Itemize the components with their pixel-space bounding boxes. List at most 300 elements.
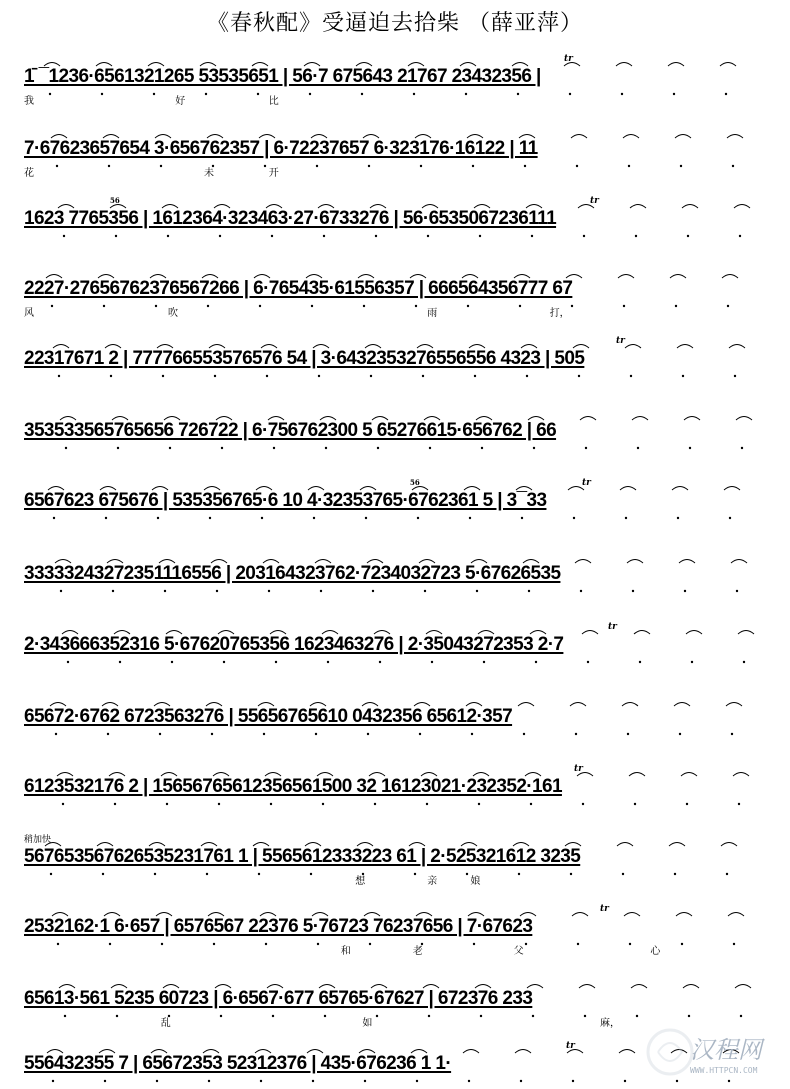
slur-arc <box>571 135 587 139</box>
low-octave-dot <box>55 733 57 735</box>
low-octave-dot <box>52 1080 54 1082</box>
low-octave-dot <box>311 305 313 307</box>
low-octave-dot <box>583 235 585 237</box>
low-octave-dot <box>323 235 325 237</box>
low-octave-dot <box>426 803 428 805</box>
slur-arc <box>575 560 591 564</box>
low-octave-dot <box>374 803 376 805</box>
low-octave-dot <box>265 943 267 945</box>
low-octave-dot <box>67 661 69 663</box>
lyric-char: 老 <box>412 946 423 957</box>
lyric-char: 和 <box>340 946 351 957</box>
low-octave-dot <box>417 517 419 519</box>
slur-arc <box>683 985 699 989</box>
low-octave-dot <box>526 375 528 377</box>
slur-arc <box>580 417 596 421</box>
low-octave-dot <box>472 165 474 167</box>
low-octave-dot <box>155 305 157 307</box>
low-octave-dot <box>629 943 631 945</box>
low-octave-dot <box>315 733 317 735</box>
low-octave-dot <box>159 733 161 735</box>
slur-arc <box>572 913 588 917</box>
low-octave-dot <box>219 235 221 237</box>
low-octave-dot <box>519 305 521 307</box>
low-octave-dot <box>569 93 571 95</box>
score-row <box>24 764 768 808</box>
low-octave-dot <box>112 590 114 592</box>
slur-arc <box>570 703 586 707</box>
low-octave-dot <box>316 165 318 167</box>
low-octave-dot <box>531 235 533 237</box>
slur-arc <box>618 275 634 279</box>
low-octave-dot <box>471 733 473 735</box>
trill-mark: tr <box>564 54 573 64</box>
low-octave-dot <box>264 165 266 167</box>
low-octave-dot <box>325 447 327 449</box>
low-octave-dot <box>621 93 623 95</box>
lyric-char: 麻， <box>600 1018 620 1029</box>
low-octave-dot <box>573 517 575 519</box>
low-octave-dot <box>63 235 65 237</box>
low-octave-dot <box>62 803 64 805</box>
slur-arc <box>620 487 636 491</box>
low-octave-dot <box>206 873 208 875</box>
low-octave-dot <box>582 803 584 805</box>
lyric-char: 打， <box>549 308 570 319</box>
low-octave-dot <box>636 1015 638 1017</box>
low-octave-dot <box>533 447 535 449</box>
low-octave-dot <box>119 661 121 663</box>
lyric-char: 如 <box>362 1018 373 1029</box>
low-octave-dot <box>309 93 311 95</box>
slur-arc <box>622 703 638 707</box>
score-row <box>24 980 768 1029</box>
low-octave-dot <box>258 873 260 875</box>
low-octave-dot <box>270 803 272 805</box>
trill-mark: tr <box>616 336 625 346</box>
low-octave-dot <box>58 375 60 377</box>
low-octave-dot <box>637 447 639 449</box>
low-octave-dot <box>428 1015 430 1017</box>
notation-line: 556432355 7 | 65672353 52312376 | 435·676236 1 1· <box>24 1053 452 1074</box>
score-row <box>24 698 768 738</box>
low-octave-dot <box>220 1015 222 1017</box>
watermark-text: 汉程网 <box>690 1036 762 1064</box>
score-row <box>24 904 768 957</box>
low-octave-dot <box>481 447 483 449</box>
slur-arc <box>727 135 743 139</box>
low-octave-dot <box>673 93 675 95</box>
slur-arc <box>518 703 534 707</box>
low-octave-dot <box>370 375 372 377</box>
slur-arc <box>624 913 640 917</box>
low-octave-dot <box>689 447 691 449</box>
low-octave-dot <box>414 873 416 875</box>
low-octave-dot <box>322 803 324 805</box>
low-octave-dot <box>525 943 527 945</box>
slur-arc <box>686 631 702 635</box>
low-octave-dot <box>725 93 727 95</box>
page-title: 《春秋配》受逼迫去拾柴 （薛亚萍） <box>207 11 583 36</box>
slur-arc <box>515 1050 531 1054</box>
low-octave-dot <box>171 661 173 663</box>
score-row <box>24 555 768 595</box>
low-octave-dot <box>376 1015 378 1017</box>
low-octave-dot <box>372 590 374 592</box>
slur-arc <box>724 487 740 491</box>
low-octave-dot <box>257 93 259 95</box>
low-octave-dot <box>213 943 215 945</box>
trill-mark: tr <box>582 478 591 488</box>
low-octave-dot <box>623 305 625 307</box>
notation-line: 6123532176 2 | 15656765612356561500 32 16123021·232352·161 <box>24 776 562 797</box>
low-octave-dot <box>469 517 471 519</box>
low-octave-dot <box>56 165 58 167</box>
low-octave-dot <box>368 165 370 167</box>
low-octave-dot <box>117 447 119 449</box>
low-octave-dot <box>275 661 277 663</box>
low-octave-dot <box>687 235 689 237</box>
low-octave-dot <box>474 375 476 377</box>
slur-arc <box>582 631 598 635</box>
low-octave-dot <box>635 235 637 237</box>
low-octave-dot <box>379 661 381 663</box>
low-octave-dot <box>524 165 526 167</box>
low-octave-dot <box>628 165 630 167</box>
low-octave-dot <box>364 1080 366 1082</box>
low-octave-dot <box>532 1015 534 1017</box>
low-octave-dot <box>429 447 431 449</box>
low-octave-dot <box>584 1015 586 1017</box>
notation-line: 353533565765656 726722 | 6·756762300 5 65276615·656762 | 66 <box>24 420 557 441</box>
slur-arc <box>672 487 688 491</box>
low-octave-dot <box>731 733 733 735</box>
low-octave-dot <box>578 375 580 377</box>
low-octave-dot <box>624 1080 626 1082</box>
low-octave-dot <box>580 590 582 592</box>
low-octave-dot <box>361 93 363 95</box>
low-octave-dot <box>49 93 51 95</box>
low-octave-dot <box>627 733 629 735</box>
slur-arc <box>463 1050 479 1054</box>
low-octave-dot <box>480 1015 482 1017</box>
low-octave-dot <box>530 803 532 805</box>
low-octave-dot <box>576 165 578 167</box>
low-octave-dot <box>468 1080 470 1082</box>
low-octave-dot <box>107 733 109 735</box>
notation-line: 567653567626535231761 1 | 5565612333223 61 | 2·525321612 3235 <box>24 846 581 867</box>
low-octave-dot <box>51 305 53 307</box>
low-octave-dot <box>377 447 379 449</box>
trill-mark: tr <box>608 622 617 632</box>
notation-line: 2·343666352316 5·67620765356 1623463276 | 2·35043272353 2·7 <box>24 634 564 655</box>
low-octave-dot <box>312 1080 314 1082</box>
score-row <box>24 196 768 240</box>
low-octave-dot <box>521 517 523 519</box>
slur-arc <box>630 205 646 209</box>
low-octave-dot <box>738 803 740 805</box>
slur-arc <box>679 560 695 564</box>
lyric-char: 比 <box>268 96 279 107</box>
slur-arc <box>668 63 684 67</box>
slur-arc <box>736 417 752 421</box>
low-octave-dot <box>727 305 729 307</box>
low-octave-dot <box>677 517 679 519</box>
slur-arc <box>721 843 737 847</box>
low-octave-dot <box>726 873 728 875</box>
low-octave-dot <box>587 661 589 663</box>
slur-arc <box>684 417 700 421</box>
slur-arc <box>726 703 742 707</box>
low-octave-dot <box>268 590 270 592</box>
low-octave-dot <box>466 873 468 875</box>
slur-arc <box>722 275 738 279</box>
slur-arc <box>681 773 697 777</box>
low-octave-dot <box>260 1080 262 1082</box>
slur-arc <box>677 345 693 349</box>
slur-arc <box>632 417 648 421</box>
low-octave-dot <box>639 661 641 663</box>
low-octave-dot <box>736 590 738 592</box>
low-octave-dot <box>479 235 481 237</box>
low-octave-dot <box>324 1015 326 1017</box>
low-octave-dot <box>674 873 676 875</box>
slur-arc <box>617 843 633 847</box>
tempo-note: 稍加快 <box>24 835 52 845</box>
low-octave-dot <box>102 873 104 875</box>
low-octave-dot <box>103 305 105 307</box>
low-octave-dot <box>732 165 734 167</box>
low-octave-dot <box>164 590 166 592</box>
low-octave-dot <box>161 943 163 945</box>
low-octave-dot <box>101 93 103 95</box>
low-octave-dot <box>109 943 111 945</box>
score-row <box>24 478 768 522</box>
score-row <box>24 412 768 452</box>
trill-mark: tr <box>590 196 599 206</box>
lyric-char: 花 <box>24 168 34 179</box>
slur-arc <box>669 843 685 847</box>
low-octave-dot <box>167 235 169 237</box>
low-octave-dot <box>64 1015 66 1017</box>
lyric-char: 娘 <box>470 876 481 887</box>
low-octave-dot <box>271 235 273 237</box>
low-octave-dot <box>259 305 261 307</box>
low-octave-dot <box>743 661 745 663</box>
slur-arc <box>676 913 692 917</box>
low-octave-dot <box>520 1080 522 1082</box>
low-octave-dot <box>476 590 478 592</box>
low-octave-dot <box>214 375 216 377</box>
low-octave-dot <box>114 803 116 805</box>
slur-arc <box>734 205 750 209</box>
low-octave-dot <box>630 375 632 377</box>
low-octave-dot <box>729 517 731 519</box>
low-octave-dot <box>207 305 209 307</box>
low-octave-dot <box>162 375 164 377</box>
slur-arc <box>619 1050 635 1054</box>
low-octave-dot <box>317 943 319 945</box>
lyric-char: 雨 <box>427 308 438 319</box>
low-octave-dot <box>419 733 421 735</box>
low-octave-dot <box>518 873 520 875</box>
low-octave-dot <box>675 305 677 307</box>
notation-line: 65672·6762 6723563276 | 55656765610 0432356 65612·357 <box>24 706 513 727</box>
low-octave-dot <box>415 305 417 307</box>
low-octave-dot <box>216 590 218 592</box>
low-octave-dot <box>375 235 377 237</box>
low-octave-dot <box>160 165 162 167</box>
low-octave-dot <box>467 305 469 307</box>
low-octave-dot <box>221 447 223 449</box>
low-octave-dot <box>272 1015 274 1017</box>
score-row <box>24 270 768 319</box>
slur-arc <box>670 275 686 279</box>
slur-arc <box>729 345 745 349</box>
trill-mark: tr <box>566 1041 575 1051</box>
low-octave-dot <box>424 590 426 592</box>
low-octave-dot <box>571 305 573 307</box>
low-octave-dot <box>169 447 171 449</box>
slur-arc <box>728 913 744 917</box>
low-octave-dot <box>211 733 213 735</box>
low-octave-dot <box>209 517 211 519</box>
lyric-char: 开 <box>268 168 279 179</box>
trill-mark: tr <box>600 904 609 914</box>
slur-arc <box>634 631 650 635</box>
low-octave-dot <box>465 93 467 95</box>
trill-mark: tr <box>574 764 583 774</box>
low-octave-dot <box>273 447 275 449</box>
low-octave-dot <box>473 943 475 945</box>
low-octave-dot <box>622 873 624 875</box>
notation-line: 7·67623657654 3·656762357 | 6·72237657 6·323176·16122 | 11 <box>24 138 538 159</box>
low-octave-dot <box>420 165 422 167</box>
low-octave-dot <box>153 93 155 95</box>
lyric-char: 吹 <box>168 308 178 319</box>
low-octave-dot <box>431 661 433 663</box>
low-octave-dot <box>108 165 110 167</box>
low-octave-dot <box>691 661 693 663</box>
lyric-char: 亲 <box>427 876 438 887</box>
notation-line: 1̄ ¯1236·6561321265 53535651 | 56·7 675643 21767 23432356 | <box>24 66 541 87</box>
low-octave-dot <box>575 733 577 735</box>
low-octave-dot <box>682 375 684 377</box>
slur-arc <box>674 703 690 707</box>
low-octave-dot <box>205 93 207 95</box>
low-octave-dot <box>632 590 634 592</box>
low-octave-dot <box>208 1080 210 1082</box>
grace-note: 56 <box>410 478 420 487</box>
low-octave-dot <box>625 517 627 519</box>
low-octave-dot <box>734 375 736 377</box>
notation-line: 22317671 2 | 777766553576576 54 | 3·6432353276556556 4323 | 505 <box>24 348 585 369</box>
grace-note: 56 <box>110 196 120 205</box>
low-octave-dot <box>739 235 741 237</box>
notation-line: 6567623 675676 | 535356765·6 10 4·32353765·6762361 5 | 3¯33 <box>24 490 547 511</box>
lyric-char: 未 <box>204 168 214 179</box>
low-octave-dot <box>50 873 52 875</box>
slur-arc <box>738 631 754 635</box>
low-octave-dot <box>733 943 735 945</box>
low-octave-dot <box>157 517 159 519</box>
low-octave-dot <box>105 517 107 519</box>
lyric-char: 我 <box>24 96 34 107</box>
low-octave-dot <box>218 803 220 805</box>
low-octave-dot <box>318 375 320 377</box>
slur-arc <box>731 560 747 564</box>
low-octave-dot <box>634 803 636 805</box>
notation-line: 2532162·1 6·657 | 6576567 22376 5·76723 76237656 | 7·67623 <box>24 916 533 937</box>
slur-arc <box>675 135 691 139</box>
low-octave-dot <box>572 1080 574 1082</box>
low-octave-dot <box>313 517 315 519</box>
notation-line: 65613·561 5235 60723 | 6·6567·677 65765·67627 | 672376 233 <box>24 988 533 1009</box>
low-octave-dot <box>740 1015 742 1017</box>
low-octave-dot <box>65 447 67 449</box>
low-octave-dot <box>367 733 369 735</box>
slur-arc <box>627 560 643 564</box>
low-octave-dot <box>156 1080 158 1082</box>
score-row <box>24 835 768 887</box>
low-octave-dot <box>327 661 329 663</box>
notation-line: 2227·27656762376567266 | 6·765435·61556357 | 666564356777 67 <box>24 278 573 299</box>
low-octave-dot <box>427 235 429 237</box>
low-octave-dot <box>570 873 572 875</box>
slur-arc <box>735 985 751 989</box>
low-octave-dot <box>413 93 415 95</box>
low-octave-dot <box>535 661 537 663</box>
low-octave-dot <box>523 733 525 735</box>
low-octave-dot <box>53 517 55 519</box>
lyric-char: 想 <box>355 876 366 887</box>
low-octave-dot <box>104 1080 106 1082</box>
low-octave-dot <box>688 1015 690 1017</box>
score-row <box>24 622 768 666</box>
low-octave-dot <box>686 803 688 805</box>
slur-arc <box>616 63 632 67</box>
low-octave-dot <box>110 375 112 377</box>
low-octave-dot <box>517 93 519 95</box>
low-octave-dot <box>416 1080 418 1082</box>
low-octave-dot <box>577 943 579 945</box>
low-octave-dot <box>223 661 225 663</box>
slur-arc <box>623 135 639 139</box>
low-octave-dot <box>154 873 156 875</box>
lyric-char: 父 <box>513 946 524 957</box>
score-row <box>24 336 768 380</box>
notation-line: 1623 7765356 | 1612364·323463·27·6733276 | 56·6535067236111 <box>24 208 557 229</box>
lyric-char: 好 <box>175 96 186 107</box>
low-octave-dot <box>116 1015 118 1017</box>
low-octave-dot <box>483 661 485 663</box>
slur-arc <box>631 985 647 989</box>
score-row <box>24 54 768 107</box>
slur-arc <box>682 205 698 209</box>
notation-line: 33333243272351116556 | 203164323762·7234032723 5·67626535 <box>24 563 561 584</box>
slur-arc <box>625 345 641 349</box>
low-octave-dot <box>741 447 743 449</box>
lyric-char: 乱 <box>160 1018 171 1029</box>
low-octave-dot <box>369 943 371 945</box>
low-octave-dot <box>681 943 683 945</box>
low-octave-dot <box>263 733 265 735</box>
lyric-char: 心 <box>650 946 661 957</box>
score-row <box>24 130 768 179</box>
low-octave-dot <box>684 590 686 592</box>
low-octave-dot <box>60 590 62 592</box>
low-octave-dot <box>57 943 59 945</box>
